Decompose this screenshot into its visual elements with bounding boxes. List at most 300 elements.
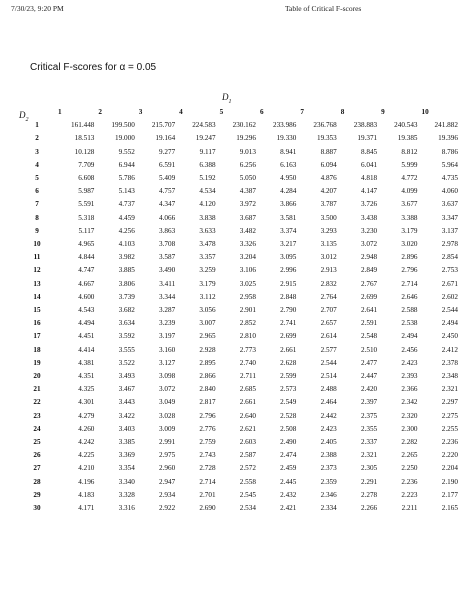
table-cell: 2.965: [199, 332, 216, 341]
table-row: [20, 436, 458, 449]
column-axis-label: [222, 92, 232, 105]
column-axis-var: D: [222, 92, 229, 102]
table-cell: 3.482: [239, 226, 256, 235]
table-row: [20, 396, 458, 409]
row-header: 26: [33, 451, 41, 460]
table-cell: 4.414: [78, 345, 95, 354]
table-cell: 4.965: [78, 240, 95, 249]
table-cell: 3.522: [118, 358, 135, 367]
row-header: 28: [33, 477, 41, 486]
table-cell: 3.972: [239, 200, 256, 209]
table-cell: 2.577: [320, 345, 337, 354]
table-cell: 9.013: [239, 147, 256, 156]
row-header: 16: [33, 319, 41, 328]
table-cell: 3.020: [401, 240, 418, 249]
table-cell: 8.941: [280, 147, 297, 156]
row-axis-var: D: [19, 110, 26, 120]
table-row: [20, 476, 458, 489]
table-cell: 2.621: [239, 424, 256, 433]
table-cell: 2.776: [199, 424, 216, 433]
table-cell: 3.007: [199, 319, 216, 328]
table-cell: 3.637: [441, 200, 458, 209]
table-cell: 3.369: [118, 451, 135, 460]
row-header: 7: [35, 200, 39, 209]
row-header: 24: [33, 424, 41, 433]
table-cell: 3.581: [280, 213, 297, 222]
table-cell: 4.381: [78, 358, 95, 367]
table-cell: 5.987: [78, 187, 95, 196]
table-row: [20, 462, 458, 475]
table-row: [20, 225, 458, 238]
table-cell: 2.255: [441, 424, 458, 433]
table-cell: 2.514: [320, 372, 337, 381]
column-header: 5: [219, 108, 224, 116]
table-cell: 2.359: [320, 477, 337, 486]
table-cell: 2.190: [441, 477, 458, 486]
table-cell: 2.545: [239, 490, 256, 499]
table-cell: 19.247: [195, 134, 216, 143]
row-header: 14: [33, 292, 41, 301]
table-cell: 4.818: [360, 174, 378, 183]
table-cell: 2.393: [401, 372, 418, 381]
table-cell: 2.657: [320, 319, 337, 328]
table-cell: 3.885: [118, 266, 135, 275]
table-cell: 4.171: [78, 504, 95, 513]
table-cell: 2.773: [239, 345, 256, 354]
table-cell: 5.591: [78, 200, 95, 209]
table-row: [20, 238, 458, 251]
table-cell: 4.260: [78, 424, 95, 433]
column-header: 2: [98, 108, 102, 116]
table-cell: 2.412: [441, 345, 458, 354]
table-cell: 6.591: [159, 160, 176, 169]
table-cell: 4.351: [78, 372, 95, 381]
table-cell: 2.297: [441, 398, 458, 407]
table-cell: 2.420: [360, 385, 378, 394]
table-cell: 5.143: [118, 187, 135, 196]
header-datetime: 7/30/23, 9:20 PM: [11, 4, 64, 13]
table-cell: 3.687: [239, 213, 256, 222]
table-cell: 2.321: [360, 451, 378, 460]
table-cell: 2.220: [441, 451, 458, 460]
table-cell: 2.211: [401, 504, 418, 513]
row-axis-sub: 2: [25, 116, 29, 123]
table-cell: 2.474: [280, 451, 297, 460]
table-cell: 2.741: [280, 319, 297, 328]
table-cell: 4.494: [78, 319, 95, 328]
table-cell: 2.538: [401, 319, 418, 328]
table-cell: 19.296: [236, 134, 256, 143]
table-cell: 2.991: [159, 438, 176, 447]
table-cell: 2.494: [401, 332, 418, 341]
table-cell: 2.450: [441, 332, 458, 341]
table-cell: 7.709: [78, 160, 95, 169]
table-cell: 2.848: [280, 292, 297, 301]
corner-cell: [20, 106, 54, 119]
table-cell: 4.242: [78, 438, 95, 447]
table-cell: 161.448: [71, 121, 95, 130]
table-cell: 3.787: [320, 200, 337, 209]
table-cell: 199.500: [111, 121, 135, 130]
table-cell: 2.854: [441, 253, 458, 262]
table-cell: 2.510: [360, 345, 378, 354]
table-cell: 19.396: [438, 134, 458, 143]
table-cell: 3.217: [280, 240, 297, 249]
table-cell: 2.558: [239, 477, 256, 486]
table-row: [20, 423, 458, 436]
table-row: [20, 317, 458, 330]
table-row: [20, 330, 458, 343]
table-cell: 2.488: [320, 385, 337, 394]
row-header: 12: [33, 266, 41, 275]
table-cell: 8.812: [401, 147, 418, 156]
table-cell: 3.028: [159, 411, 176, 420]
table-row: [20, 251, 458, 264]
column-header: 8: [340, 108, 345, 116]
table-cell: 6.944: [118, 160, 135, 169]
table-cell: 2.840: [199, 385, 216, 394]
table-row: [20, 132, 458, 145]
table-cell: 2.960: [159, 464, 176, 473]
table-cell: 2.628: [280, 358, 297, 367]
table-row: [20, 370, 458, 383]
table-cell: 3.443: [118, 398, 135, 407]
table-cell: 8.786: [441, 147, 458, 156]
table-cell: 2.223: [401, 490, 418, 499]
table-cell: 2.447: [360, 372, 378, 381]
table-cell: 2.790: [280, 306, 297, 315]
table-cell: 2.690: [199, 504, 216, 513]
table-cell: 5.409: [159, 174, 176, 183]
table-cell: 4.667: [78, 279, 95, 288]
table-cell: 3.726: [360, 200, 378, 209]
row-header: 20: [33, 372, 41, 381]
table-cell: 2.423: [401, 358, 418, 367]
table-cell: 3.098: [159, 372, 176, 381]
table-cell: 240.543: [394, 121, 418, 130]
table-header-row: [20, 106, 458, 119]
table-cell: 5.786: [118, 174, 135, 183]
table-cell: 2.291: [360, 477, 378, 486]
table-cell: 2.494: [441, 319, 458, 328]
table-cell: 2.764: [320, 292, 337, 301]
table-cell: 2.320: [401, 411, 418, 420]
table-cell: 5.318: [78, 213, 95, 222]
table-cell: 4.737: [118, 200, 135, 209]
table-cell: 3.025: [239, 279, 256, 288]
table-cell: 2.378: [441, 358, 458, 367]
table-cell: 2.928: [199, 345, 216, 354]
table-cell: 3.095: [280, 253, 297, 262]
table-cell: 2.796: [199, 411, 216, 420]
table-cell: 2.671: [441, 279, 458, 288]
table-cell: 3.072: [360, 240, 378, 249]
table-cell: 3.340: [118, 477, 135, 486]
row-header: 13: [33, 279, 41, 288]
table-row: [20, 159, 458, 172]
table-cell: 2.346: [320, 490, 337, 499]
table-cell: 3.160: [159, 345, 176, 354]
table-cell: 2.591: [360, 319, 378, 328]
table-cell: 5.964: [441, 160, 458, 169]
table-cell: 2.321: [441, 385, 458, 394]
row-header: 11: [33, 253, 41, 262]
table-cell: 2.641: [360, 306, 378, 315]
table-cell: 3.633: [199, 226, 216, 235]
table-cell: 2.685: [239, 385, 256, 394]
table-cell: 3.863: [159, 226, 176, 235]
table-cell: 3.239: [159, 319, 176, 328]
table-cell: 2.337: [360, 438, 378, 447]
table-cell: 215.707: [151, 121, 176, 130]
table-cell: 2.266: [360, 504, 378, 513]
table-cell: 2.375: [360, 411, 378, 420]
table-cell: 4.066: [159, 213, 176, 222]
table-cell: 2.661: [280, 345, 297, 354]
table-cell: 4.459: [118, 213, 135, 222]
table-cell: 2.588: [401, 306, 418, 315]
table-cell: 3.739: [118, 292, 135, 301]
table-cell: 3.135: [320, 240, 337, 249]
table-cell: 3.438: [360, 213, 378, 222]
table-cell: 236.768: [313, 121, 337, 130]
table-cell: 5.999: [401, 160, 418, 169]
table-cell: 4.225: [78, 451, 95, 460]
table-cell: 2.866: [199, 372, 216, 381]
table-cell: 2.373: [320, 464, 337, 473]
table-cell: 3.500: [320, 213, 337, 222]
table-cell: 3.490: [159, 266, 176, 275]
table-cell: 2.528: [280, 411, 297, 420]
table-cell: 4.451: [78, 332, 95, 341]
page-title: Critical F-scores for α = 0.05: [30, 62, 157, 73]
table-cell: 4.600: [78, 292, 95, 301]
table-cell: 6.608: [78, 174, 95, 183]
table-cell: 2.602: [441, 292, 458, 301]
table-cell: 3.374: [280, 226, 297, 235]
table-cell: 3.467: [118, 385, 135, 394]
table-cell: 3.682: [118, 306, 135, 315]
table-cell: 3.677: [401, 200, 418, 209]
table-row: [20, 212, 458, 225]
row-header: 6: [35, 187, 39, 196]
table-cell: 2.572: [239, 464, 256, 473]
table-cell: 3.493: [118, 372, 135, 381]
table-cell: 4.534: [199, 187, 216, 196]
table-cell: 2.699: [360, 292, 378, 301]
table-cell: 3.708: [159, 240, 176, 249]
table-cell: 4.183: [78, 490, 95, 499]
table-cell: 2.915: [280, 279, 297, 288]
table-cell: 2.464: [320, 398, 337, 407]
table-row: [20, 410, 458, 423]
table-cell: 2.265: [401, 451, 418, 460]
table-cell: 3.049: [159, 398, 176, 407]
table-cell: 3.293: [320, 226, 337, 235]
row-header: 5: [35, 174, 39, 183]
table-cell: 3.179: [401, 226, 418, 235]
table-row: [20, 264, 458, 277]
row-header: 27: [33, 464, 41, 473]
table-cell: 3.403: [118, 424, 135, 433]
table-cell: 10.128: [74, 147, 95, 156]
table-cell: 224.583: [192, 121, 216, 130]
table-cell: 19.371: [357, 134, 378, 143]
row-header: 30: [33, 504, 41, 513]
table-cell: 2.975: [159, 451, 176, 460]
table-cell: 3.259: [199, 266, 216, 275]
table-cell: 3.806: [118, 279, 135, 288]
table-cell: 2.810: [239, 332, 256, 341]
table-cell: 3.388: [401, 213, 418, 222]
table-row: [20, 502, 458, 515]
table-cell: 4.284: [280, 187, 297, 196]
table-cell: 4.207: [320, 187, 337, 196]
table-cell: 2.714: [199, 477, 216, 486]
table-cell: 2.817: [199, 398, 216, 407]
table-cell: 3.056: [199, 306, 216, 315]
row-header: 9: [35, 226, 39, 235]
table-row: [20, 383, 458, 396]
table-cell: 6.163: [280, 160, 297, 169]
table-cell: 4.543: [78, 306, 95, 315]
column-header: 3: [138, 108, 143, 116]
table-cell: 2.896: [401, 253, 418, 262]
row-header: 29: [33, 490, 41, 499]
table-cell: 2.305: [360, 464, 378, 473]
table-cell: 2.355: [360, 424, 378, 433]
table-cell: 2.342: [401, 398, 418, 407]
table-cell: 3.009: [159, 424, 176, 433]
table-cell: 8.887: [320, 147, 337, 156]
table-cell: 2.796: [401, 266, 418, 275]
row-header: 23: [33, 411, 41, 420]
table-cell: 2.236: [401, 477, 418, 486]
table-cell: 2.348: [441, 372, 458, 381]
table-cell: 3.326: [239, 240, 256, 249]
table-cell: 3.344: [159, 292, 176, 301]
row-header: 2: [35, 134, 39, 143]
table-cell: 4.347: [159, 200, 176, 209]
table-cell: 3.287: [159, 306, 176, 315]
table-cell: 3.634: [118, 319, 135, 328]
table-cell: 4.060: [441, 187, 458, 196]
table-cell: 5.050: [239, 174, 256, 183]
table-cell: 2.459: [280, 464, 297, 473]
table-row: [20, 304, 458, 317]
table-row: [20, 449, 458, 462]
table-cell: 2.456: [401, 345, 418, 354]
table-cell: 5.117: [78, 226, 95, 235]
table-cell: 3.112: [199, 292, 216, 301]
table-cell: 4.196: [78, 477, 95, 486]
row-header: 18: [33, 345, 41, 354]
table-row: [20, 344, 458, 357]
table-cell: 4.772: [401, 174, 418, 183]
table-cell: 4.735: [441, 174, 458, 183]
table-cell: 6.094: [320, 160, 337, 169]
table-cell: 4.757: [159, 187, 176, 196]
table-cell: 3.411: [159, 279, 176, 288]
column-header: 6: [259, 108, 264, 116]
column-header: 10: [421, 108, 429, 116]
table-cell: 2.549: [280, 398, 297, 407]
table-cell: 19.353: [316, 134, 337, 143]
table-cell: 2.490: [280, 438, 297, 447]
f-score-table: [20, 106, 458, 515]
table-cell: 2.397: [360, 398, 378, 407]
table-cell: 2.901: [239, 306, 256, 315]
table-cell: 2.913: [320, 266, 337, 275]
table-cell: 2.699: [280, 332, 297, 341]
table-cell: 3.982: [118, 253, 135, 262]
table-cell: 3.478: [199, 240, 216, 249]
table-cell: 2.250: [401, 464, 418, 473]
table-cell: 8.845: [360, 147, 378, 156]
table-cell: 4.950: [280, 174, 297, 183]
table-cell: 2.978: [441, 240, 458, 249]
table-cell: 9.552: [118, 147, 135, 156]
table-cell: 2.508: [280, 424, 297, 433]
table-row: [20, 357, 458, 370]
table-cell: 2.934: [159, 490, 176, 499]
table-cell: 4.301: [78, 398, 95, 407]
column-header: 1: [58, 108, 62, 116]
table-cell: 2.282: [401, 438, 418, 447]
row-header: 22: [33, 398, 41, 407]
table-cell: 2.334: [320, 504, 337, 513]
row-header: 21: [33, 385, 41, 394]
table-cell: 3.357: [199, 253, 216, 262]
column-header: 7: [300, 108, 304, 116]
table-cell: 2.300: [401, 424, 418, 433]
table-cell: 3.347: [441, 213, 458, 222]
table-cell: 9.277: [159, 147, 176, 156]
table-cell: 6.041: [360, 160, 378, 169]
row-header: 15: [33, 306, 41, 315]
table-cell: 3.179: [199, 279, 216, 288]
table-cell: 3.592: [118, 332, 135, 341]
table-cell: 2.587: [239, 451, 256, 460]
table-row: [20, 172, 458, 185]
table-cell: 2.544: [320, 358, 337, 367]
row-header: 1: [35, 121, 39, 130]
table-cell: 241.882: [434, 121, 458, 130]
table-cell: 2.996: [280, 266, 297, 275]
table-cell: 2.204: [441, 464, 458, 473]
table-cell: 2.388: [320, 451, 337, 460]
table-cell: 4.103: [118, 240, 135, 249]
table-cell: 4.325: [78, 385, 95, 394]
table-cell: 2.753: [441, 266, 458, 275]
table-cell: 2.849: [360, 266, 378, 275]
table-cell: 2.661: [239, 398, 256, 407]
header-document-title: Table of Critical F-scores: [285, 4, 362, 13]
table-cell: 19.385: [397, 134, 418, 143]
table-cell: 3.866: [280, 200, 297, 209]
column-header: 9: [381, 108, 385, 116]
table-cell: 4.876: [320, 174, 337, 183]
row-header: 10: [33, 240, 41, 249]
row-header: 8: [35, 213, 39, 222]
table-cell: 2.948: [360, 253, 378, 262]
table-cell: 3.838: [199, 213, 216, 222]
table-cell: 2.165: [441, 504, 458, 513]
table-cell: 2.442: [320, 411, 337, 420]
table-row: [20, 278, 458, 291]
table-cell: 2.534: [239, 504, 256, 513]
table-row: [20, 291, 458, 304]
